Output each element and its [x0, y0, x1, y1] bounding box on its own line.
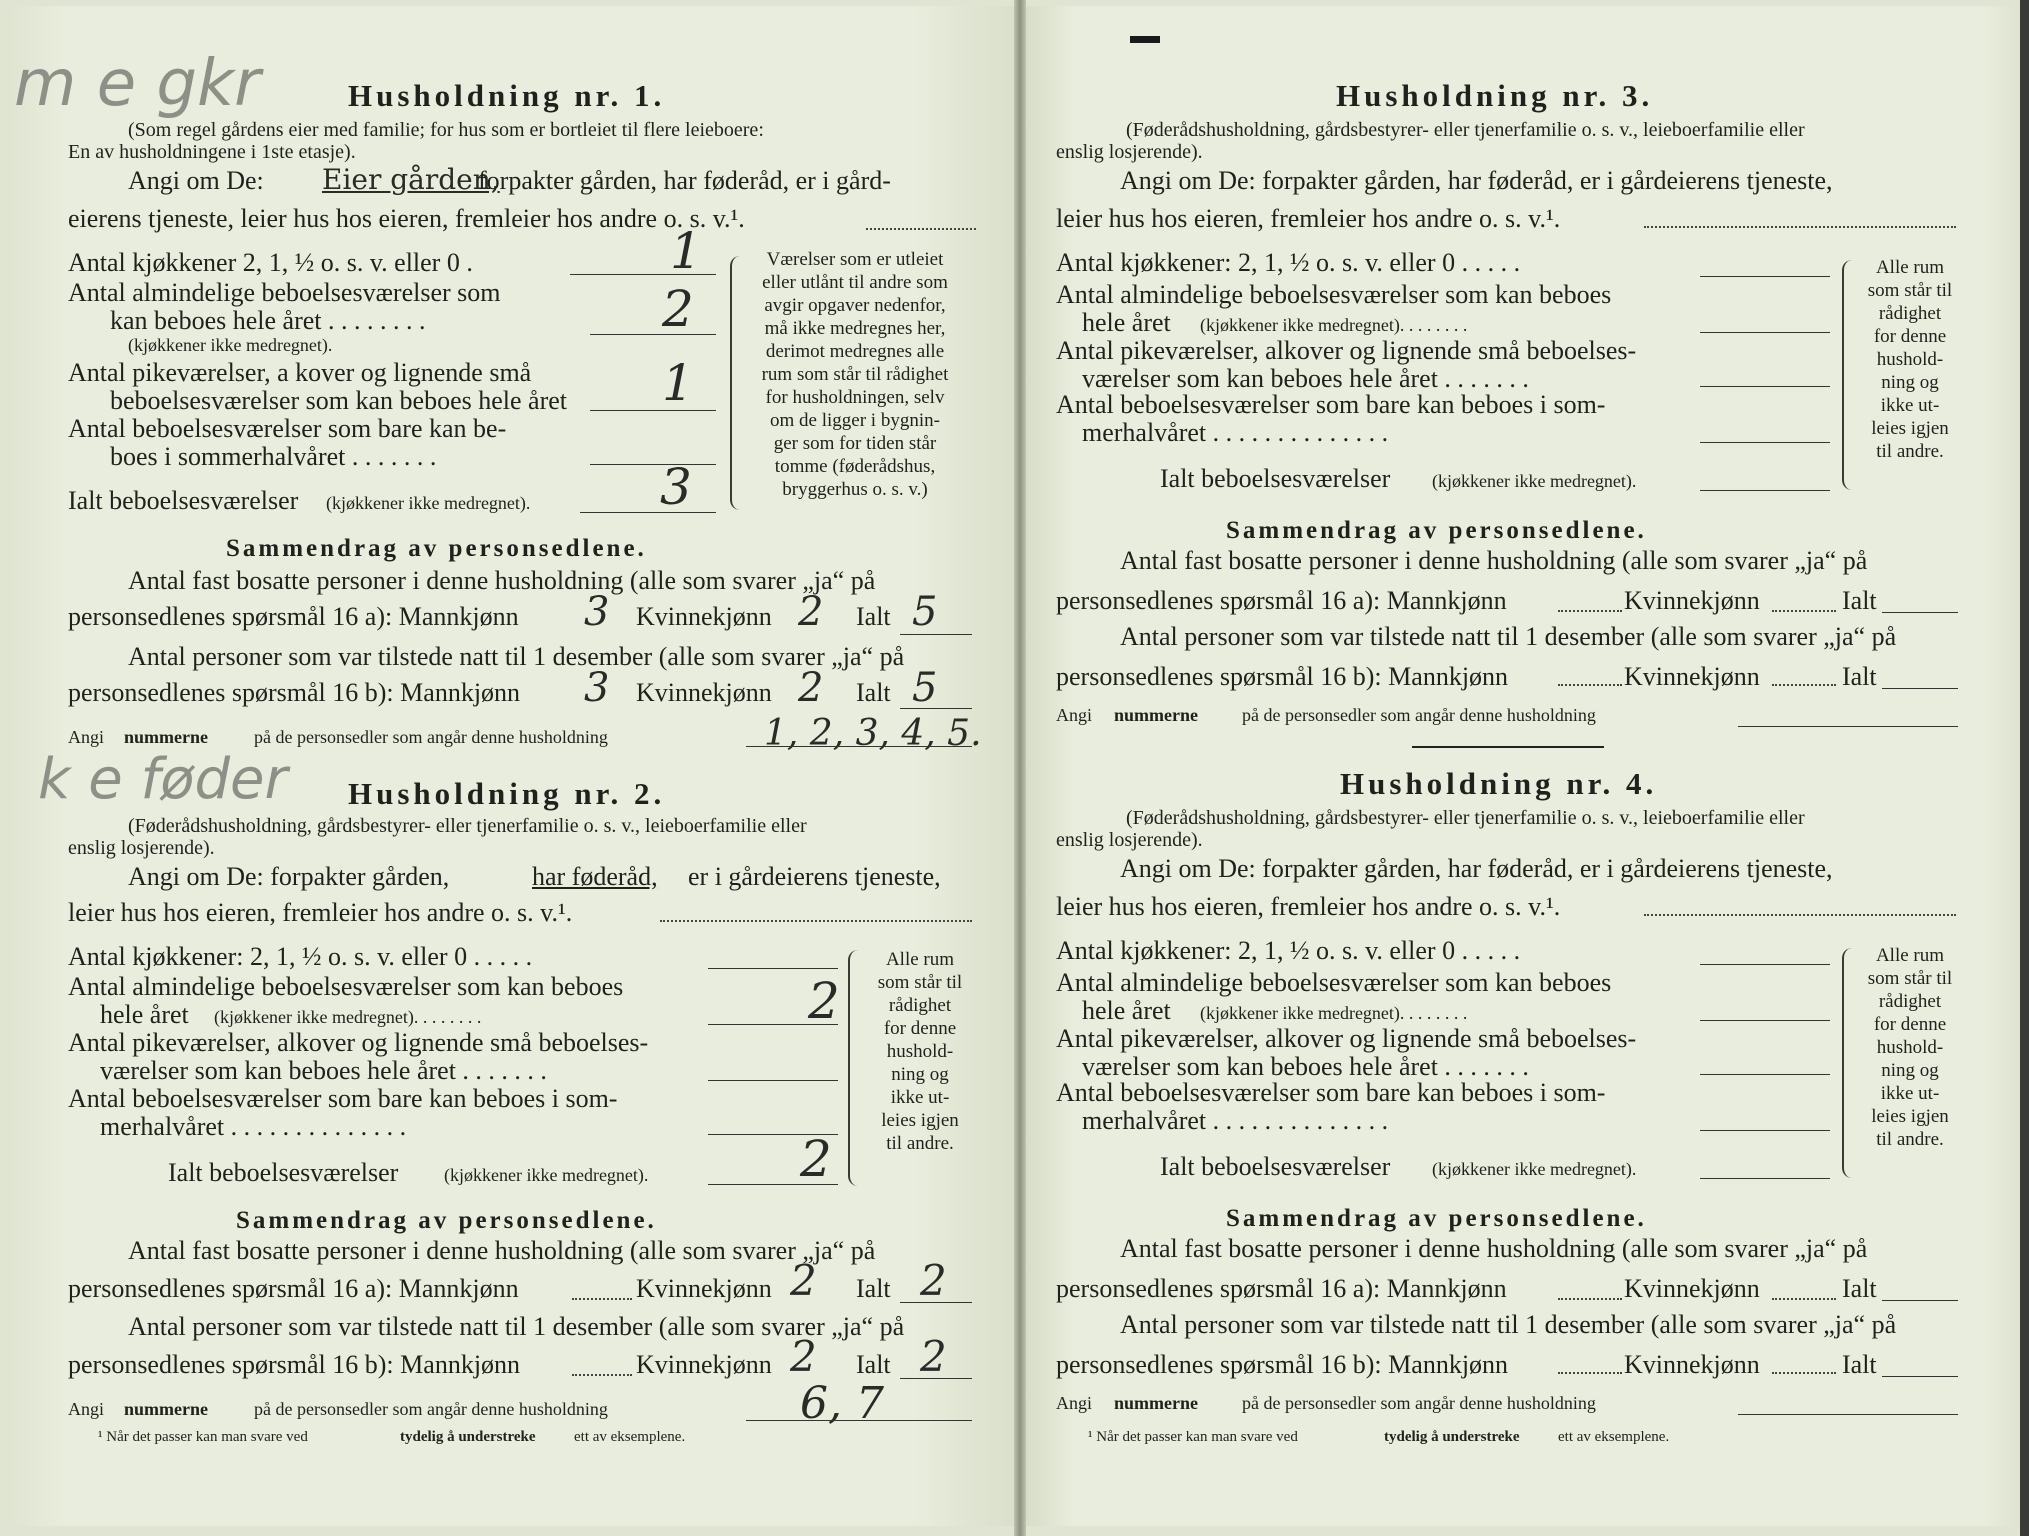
h1-s2-line [900, 708, 972, 709]
pencil-note-top: m e gkr [14, 47, 261, 121]
h4-footnote-c: ett av eksemplene. [1558, 1429, 1670, 1445]
h1-num-label-c: på de personsedler som angår denne husholdning [254, 727, 608, 747]
h4-ialt-note: (kjøkkener ikke medregnet). [1432, 1159, 1637, 1179]
h1-line-pike [590, 410, 716, 411]
h3-row-sommer-1: Antal beboelsesværelser som bare kan beboes i som- [1056, 390, 1606, 419]
h4-footnote-b: tydelig å understreke [1384, 1429, 1520, 1445]
h1-val-alm: 2 [662, 280, 694, 338]
h1-num-label-a: Angi [68, 727, 104, 747]
h3-line-alm [1700, 332, 1830, 333]
h2-line-alm [708, 1024, 838, 1025]
h3-row-pike-1: Antal pikeværelser, alkover og lignende små beboelses- [1056, 336, 1637, 365]
h4-line-ialt [1700, 1178, 1830, 1179]
h2-num-label-a: Angi [68, 1399, 104, 1419]
h4-row-kjokken: Antal kjøkkener: 2, 1, ½ o. s. v. eller 0 . . . . . [1056, 936, 1521, 965]
h3-line-kjokken [1700, 276, 1830, 277]
h2-s1-line [900, 1302, 972, 1303]
h4-s2-ialt-label: Ialt [1842, 1350, 1877, 1379]
h1-side-note: Værelser som er utleiet eller utlånt til andre som avgir opgaver nedenfor, må ikke medregnes her, derimot medregnes alle rum som står til rådighet for husholdningen, selv om de ligger i bygnin- ger som for tiden står tomme (føderådshus, bryggerhus o. s. v.) [761, 249, 949, 500]
h3-sammendrag-title: Sammendrag av personsedlene. [1226, 517, 1647, 544]
h4-s1-kvinne-label: Kvinnekjønn [1624, 1274, 1760, 1303]
h4-s1-line2: personsedlenes spørsmål 16 a): Mannkjønn [1056, 1274, 1507, 1303]
h4-s1-kvinne-dots [1772, 1298, 1836, 1300]
h2-s1-ialt: 2 [920, 1256, 947, 1305]
h1-subtitle-1: (Som regel gårdens eier med familie; for hus som er bortleiet til flere leieboere: [128, 119, 764, 141]
h2-line-kjokken [708, 968, 838, 969]
h1-line-sommer [590, 464, 716, 465]
h1-angi-dotted-line [866, 228, 976, 230]
h2-row-sommer-1: Antal beboelsesværelser som bare kan beboes i som- [68, 1084, 618, 1113]
h1-s2-ialt: 5 [912, 665, 938, 711]
h3-angi-line1: Angi om De: forpakter gården, har føderåd, er i gårdeierens tjeneste, [1120, 166, 1833, 195]
h4-num-label-c: på de personsedler som angår denne husholdning [1242, 1393, 1596, 1413]
pencil-note-mid: k e føder [38, 747, 288, 812]
h3-line-sommer [1700, 442, 1830, 443]
h2-s1-kvinne-label: Kvinnekjønn [636, 1274, 772, 1303]
h2-ialt-note: (kjøkkener ikke medregnet). [444, 1165, 649, 1185]
h2-s2-ialt-label: Ialt [856, 1350, 891, 1379]
h2-angi-rest: er i gårdeierens tjeneste, [688, 862, 941, 891]
h4-line-alm [1700, 1020, 1830, 1021]
h4-sammendrag-title: Sammendrag av personsedlene. [1226, 1205, 1647, 1232]
h3-line-pike [1700, 386, 1830, 387]
h2-row-kjokken: Antal kjøkkener: 2, 1, ½ o. s. v. eller 0 . . . . . [68, 942, 533, 971]
h2-subtitle-2: enslig losjerende). [68, 837, 215, 859]
h4-s1-mann-dots [1558, 1298, 1622, 1300]
h1-row-pike-2: beboelsesværelser som kan beboes hele året [110, 386, 568, 415]
h3-s2-ialt-label: Ialt [1842, 662, 1877, 691]
h4-num-line [1738, 1414, 1958, 1415]
h3-s2-line [1882, 688, 1958, 689]
h4-s2-line2: personsedlenes spørsmål 16 b): Mannkjønn [1056, 1350, 1509, 1379]
h3-s1-kvinne-dots [1772, 610, 1836, 612]
h1-row-pike-1: Antal pikeværelser, a kover og lignende små [68, 358, 532, 387]
h2-num-label-c: på de personsedler som angår denne husholdning [254, 1399, 608, 1419]
h4-s1-ialt-label: Ialt [1842, 1274, 1877, 1303]
h1-s2-kvinne-label: Kvinnekjønn [636, 678, 772, 707]
h2-row-sommer-2: merhalvåret . . . . . . . . . . . . . . [100, 1112, 407, 1141]
h2-s2-line1: Antal personer som var tilstede natt til 1 desember (alle som svarer „ja“ på [128, 1312, 905, 1341]
h1-angi-line2: eierens tjeneste, leier hus hos eieren, fremleier hos andre o. s. v.¹. [68, 204, 745, 233]
h1-num-line [746, 746, 972, 747]
h1-angi-answer: Eier gården, [322, 163, 500, 196]
h2-s1-kvinne: 2 [790, 1256, 817, 1305]
h4-s1-line1: Antal fast bosatte personer i denne husholdning (alle som svarer „ja“ på [1120, 1234, 1868, 1263]
h2-s2-mann-dots [572, 1374, 632, 1376]
h2-s2-ialt: 2 [920, 1332, 947, 1381]
h3-angi-dotted-line [1644, 226, 1956, 228]
h4-angi-line1: Angi om De: forpakter gården, har føderåd, er i gårdeierens tjeneste, [1120, 854, 1833, 883]
h2-side-note: Alle rum som står til rådighet for denne hushold- ning og ikke ut- leies igjen til andre. [877, 949, 963, 1154]
h1-subtitle-2: En av husholdningene i 1ste etasje). [68, 141, 356, 163]
h1-s2-kvinne: 2 [798, 665, 824, 711]
h3-subtitle-2: enslig losjerende). [1056, 141, 1203, 163]
h3-s1-line [1882, 612, 1958, 613]
h1-row-kjokken: Antal kjøkkener 2, 1, ½ o. s. v. eller 0 . [68, 248, 473, 277]
h3-s1-line1: Antal fast bosatte personer i denne husholdning (alle som svarer „ja“ på [1120, 546, 1868, 575]
h2-footnote-b: tydelig å understreke [400, 1429, 536, 1445]
h4-s2-line1: Antal personer som var tilstede natt til 1 desember (alle som svarer „ja“ på [1120, 1310, 1897, 1339]
h3-line-ialt [1700, 490, 1830, 491]
h3-s1-kvinne-label: Kvinnekjønn [1624, 586, 1760, 615]
h4-row-sommer-2: merhalvåret . . . . . . . . . . . . . . [1082, 1106, 1389, 1135]
ink-mark [1130, 36, 1160, 43]
h4-title: Husholdning nr. 4. [1340, 766, 1658, 801]
h3-subtitle-1: (Føderådshusholdning, gårdsbestyrer- eller tjenerfamilie o. s. v., leieboerfamilie eller [1126, 119, 1805, 141]
h1-s2-ialt-label: Ialt [856, 678, 891, 707]
h2-sammendrag-title: Sammendrag av personsedlene. [236, 1207, 657, 1234]
h2-angi-dotted-line [660, 920, 972, 922]
h3-ialt-label: Ialt beboelsesværelser [1160, 464, 1391, 493]
h1-row-sommer-2: boes i sommerhalvåret . . . . . . . [110, 442, 437, 471]
h1-s1-line1: Antal fast bosatte personer i denne husholdning (alle som svarer „ja“ på [128, 566, 876, 595]
h2-s2-kvinne-label: Kvinnekjønn [636, 1350, 772, 1379]
h2-s2-line2: personsedlenes spørsmål 16 b): Mannkjønn [68, 1350, 521, 1379]
h3-s1-line2: personsedlenes spørsmål 16 a): Mannkjønn [1056, 586, 1507, 615]
h2-subtitle-1: (Føderådshusholdning, gårdsbestyrer- eller tjenerfamilie o. s. v., leieboerfamilie eller [128, 815, 807, 837]
h2-row-alm-3: (kjøkkener ikke medregnet). . . . . . . . [214, 1007, 482, 1027]
h2-num-values: 6, 7 [800, 1378, 884, 1429]
h4-line-kjokken [1700, 964, 1830, 965]
h3-row-alm-2: hele året [1082, 308, 1171, 337]
h2-line-pike [708, 1080, 838, 1081]
h3-row-alm-3: (kjøkkener ikke medregnet). . . . . . . . [1200, 315, 1468, 335]
h4-row-alm-3: (kjøkkener ikke medregnet). . . . . . . . [1200, 1003, 1468, 1023]
h3-s1-ialt-label: Ialt [1842, 586, 1877, 615]
h1-s1-ialt: 5 [912, 589, 938, 635]
h1-sammendrag-title: Sammendrag av personsedlene. [226, 535, 647, 562]
h3-s1-mann-dots [1558, 610, 1622, 612]
h3-s2-kvinne-label: Kvinnekjønn [1624, 662, 1760, 691]
h1-s2-line1: Antal personer som var tilstede natt til 1 desember (alle som svarer „ja“ på [128, 642, 905, 671]
h4-row-pike-2: værelser som kan beboes hele året . . . . . . . [1082, 1052, 1529, 1081]
h4-row-alm-2: hele året [1082, 996, 1171, 1025]
h2-line-ialt [708, 1184, 838, 1185]
h4-s1-line [1882, 1300, 1958, 1301]
h3-num-line [1738, 726, 1958, 727]
h1-ialt-note: (kjøkkener ikke medregnet). [326, 493, 531, 513]
h1-val-pike: 1 [662, 354, 694, 412]
h2-title: Husholdning nr. 2. [348, 776, 666, 811]
h1-row-sommer-1: Antal beboelsesværelser som bare kan be- [68, 414, 507, 443]
h2-row-pike-1: Antal pikeværelser, alkover og lignende små beboelses- [68, 1028, 649, 1057]
h3-side-note: Alle rum som står til rådighet for denne hushold- ning og ikke ut- leies igjen til andre. [1867, 257, 1953, 462]
h3-row-kjokken: Antal kjøkkener: 2, 1, ½ o. s. v. eller 0 . . . . . [1056, 248, 1521, 277]
h3-s2-kvinne-dots [1772, 684, 1836, 686]
h4-footnote-a: ¹ Når det passer kan man svare ved [1088, 1429, 1298, 1445]
h3-s2-line1: Antal personer som var tilstede natt til 1 desember (alle som svarer „ja“ på [1120, 622, 1897, 651]
h1-s1-line2: personsedlenes spørsmål 16 a): Mannkjønn [68, 602, 519, 631]
h3-title: Husholdning nr. 3. [1336, 78, 1654, 113]
h2-s2-line [900, 1378, 972, 1379]
h2-footnote-a: ¹ Når det passer kan man svare ved [98, 1429, 308, 1445]
h2-num-line [746, 1420, 972, 1421]
h4-s2-kvinne-dots [1772, 1372, 1836, 1374]
h3-ialt-note: (kjøkkener ikke medregnet). [1432, 471, 1637, 491]
h4-line-pike [1700, 1074, 1830, 1075]
h1-angi-rest: forpakter gården, har føderåd, er i gård- [478, 166, 891, 195]
h4-s2-line [1882, 1376, 1958, 1377]
h3-s2-mann-dots [1558, 684, 1622, 686]
h1-ialt-label: Ialt beboelsesværelser [68, 486, 299, 515]
h4-side-note: Alle rum som står til rådighet for denne hushold- ning og ikke ut- leies igjen til andre. [1867, 945, 1953, 1150]
h4-row-sommer-1: Antal beboelsesværelser som bare kan beboes i som- [1056, 1078, 1606, 1107]
h3-angi-line2: leier hus hos eieren, fremleier hos andre o. s. v.¹. [1056, 204, 1561, 233]
h1-row-alm-3: (kjøkkener ikke medregnet). [128, 335, 333, 355]
h4-num-label-b: nummerne [1114, 1393, 1198, 1413]
h1-s1-ialt-label: Ialt [856, 602, 891, 631]
h4-subtitle-1: (Føderådshusholdning, gårdsbestyrer- eller tjenerfamilie o. s. v., leieboerfamilie eller [1126, 807, 1805, 829]
h4-row-alm-1: Antal almindelige beboelsesværelser som kan beboes [1056, 968, 1612, 997]
h4-row-pike-1: Antal pikeværelser, alkover og lignende små beboelses- [1056, 1024, 1637, 1053]
h1-s1-line [900, 634, 972, 635]
h1-val-ialt: 3 [660, 458, 692, 516]
h2-val-ialt: 2 [800, 1130, 832, 1188]
h1-num-values: 1, 2, 3, 4, 5. [764, 713, 982, 754]
h1-line-alm [590, 334, 716, 335]
h2-s1-ialt-label: Ialt [856, 1274, 891, 1303]
h1-s2-line2: personsedlenes spørsmål 16 b): Mannkjønn [68, 678, 521, 707]
h4-ialt-label: Ialt beboelsesværelser [1160, 1152, 1391, 1181]
h2-s1-line1: Antal fast bosatte personer i denne husholdning (alle som svarer „ja“ på [128, 1236, 876, 1265]
h1-s1-kvinne-label: Kvinnekjønn [636, 602, 772, 631]
h2-ialt-label: Ialt beboelsesværelser [168, 1158, 399, 1187]
h1-title: Husholdning nr. 1. [348, 78, 666, 113]
h4-subtitle-2: enslig losjerende). [1056, 829, 1203, 851]
h4-s2-kvinne-label: Kvinnekjønn [1624, 1350, 1760, 1379]
h1-row-alm-2: kan beboes hele året . . . . . . . . [110, 306, 426, 335]
h2-num-label-b: nummerne [124, 1399, 208, 1419]
h1-row-alm-1: Antal almindelige beboelsesværelser som [68, 278, 501, 307]
h1-angi-label: Angi om De: [128, 166, 264, 195]
h3-h4-divider [1412, 746, 1604, 748]
h4-angi-dotted-line [1644, 914, 1956, 916]
h2-angi-answer: har føderåd, [532, 862, 658, 891]
page-fold [1014, 0, 1026, 1536]
h3-row-alm-1: Antal almindelige beboelsesværelser som kan beboes [1056, 280, 1612, 309]
h1-line-ialt [580, 512, 716, 513]
h2-s1-line2: personsedlenes spørsmål 16 a): Mannkjønn [68, 1274, 519, 1303]
h4-s2-mann-dots [1558, 1372, 1622, 1374]
h2-footnote-c: ett av eksemplene. [574, 1429, 686, 1445]
h3-s2-line2: personsedlenes spørsmål 16 b): Mannkjønn [1056, 662, 1509, 691]
h3-row-pike-2: værelser som kan beboes hele året . . . . . . . [1082, 364, 1529, 393]
h2-val-alm: 2 [808, 972, 840, 1030]
h1-s1-mann: 3 [584, 589, 610, 635]
h2-angi-label: Angi om De: forpakter gården, [128, 862, 450, 891]
h1-s2-mann: 3 [584, 665, 610, 711]
h1-val-kjokken: 1 [670, 222, 702, 280]
h2-row-pike-2: værelser som kan beboes hele året . . . . . . . [100, 1056, 547, 1085]
h4-line-sommer [1700, 1130, 1830, 1131]
h2-s2-kvinne: 2 [790, 1332, 817, 1381]
h1-s1-kvinne: 2 [798, 589, 824, 635]
h4-num-label-a: Angi [1056, 1393, 1092, 1413]
h3-row-sommer-2: merhalvåret . . . . . . . . . . . . . . [1082, 418, 1389, 447]
h3-num-label-c: på de personsedler som angår denne husholdning [1242, 705, 1596, 725]
h4-angi-line2: leier hus hos eieren, fremleier hos andre o. s. v.¹. [1056, 892, 1561, 921]
h3-num-label-a: Angi [1056, 705, 1092, 725]
h2-row-alm-2: hele året [100, 1000, 189, 1029]
h2-row-alm-1: Antal almindelige beboelsesværelser som kan beboes [68, 972, 624, 1001]
h3-num-label-b: nummerne [1114, 705, 1198, 725]
h1-num-label-b: nummerne [124, 727, 208, 747]
h2-angi-line2: leier hus hos eieren, fremleier hos andre o. s. v.¹. [68, 898, 573, 927]
h1-line-kjokken [570, 274, 716, 275]
scan-edge [2020, 0, 2029, 1536]
h2-s1-mann-dots [572, 1298, 632, 1300]
